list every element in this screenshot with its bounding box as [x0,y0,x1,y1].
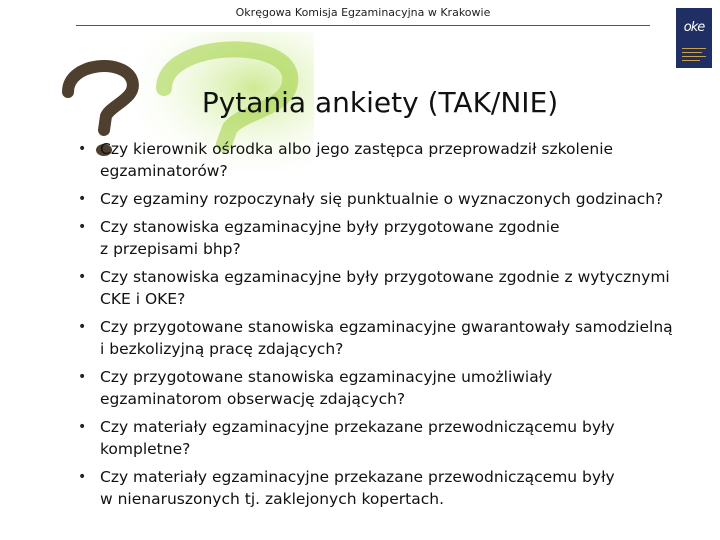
list-item [0,266,720,310]
question-text-continued: z przepisami bhp? [100,240,241,258]
question-text: Czy materiały egzaminacyjne przekazane przewodniczącemu były [100,468,615,486]
header-divider [76,25,650,26]
list-item [0,216,720,260]
bullet-icon: • [78,319,87,335]
question-text-continued: kompletne? [100,440,191,458]
question-text-continued: w nienaruszonych tj. zaklejonych kopertach. [100,490,445,508]
header-institution-name: Okręgowa Komisja Egzaminacyjna w Krakowie [235,6,491,19]
list-item [0,416,720,460]
question-text: Czy kierownik ośrodka albo jego zastępca przeprowadził szkolenie [100,140,614,158]
oke-logo-mark: oke [683,20,705,35]
list-item [0,188,720,210]
survey-question-list [0,138,720,516]
bullet-icon: • [78,141,87,157]
bullet-icon: • [78,469,87,485]
list-item [0,466,720,510]
list-item [0,138,720,182]
question-text-continued: i bezkolizyjną pracę zdających? [100,340,344,358]
list-item [0,316,720,360]
question-text: Czy przygotowane stanowiska egzaminacyjne umożliwiały [100,368,553,386]
question-text: Czy przygotowane stanowiska egzaminacyjne gwarantowały samodzielną [100,318,673,336]
logo-line [682,48,706,49]
logo-line [682,60,700,61]
question-text: Czy stanowiska egzaminacyjne były przygotowane zgodnie z wytycznymi [100,268,670,286]
list-item [0,366,720,410]
question-text-continued: CKE i OKE? [100,290,186,308]
slide-title: Pytania ankiety (TAK/NIE) [201,86,559,119]
question-text: Czy egzaminy rozpoczynały się punktualnie o wyznaczonych godzinach? [100,190,664,208]
bullet-icon: • [78,419,87,435]
oke-logo [676,8,712,68]
question-text-continued: egzaminatorom obserwację zdających? [100,390,406,408]
question-text: Czy materiały egzaminacyjne przekazane przewodniczącemu były [100,418,615,436]
bullet-icon: • [78,219,87,235]
question-text: Czy stanowiska egzaminacyjne były przygotowane zgodnie [100,218,560,236]
bullet-icon: • [78,191,87,207]
logo-line [682,56,706,57]
question-text-continued: egzaminatorów? [100,162,228,180]
bullet-icon: • [78,269,87,285]
logo-line [682,52,702,53]
bullet-icon: • [78,369,87,385]
